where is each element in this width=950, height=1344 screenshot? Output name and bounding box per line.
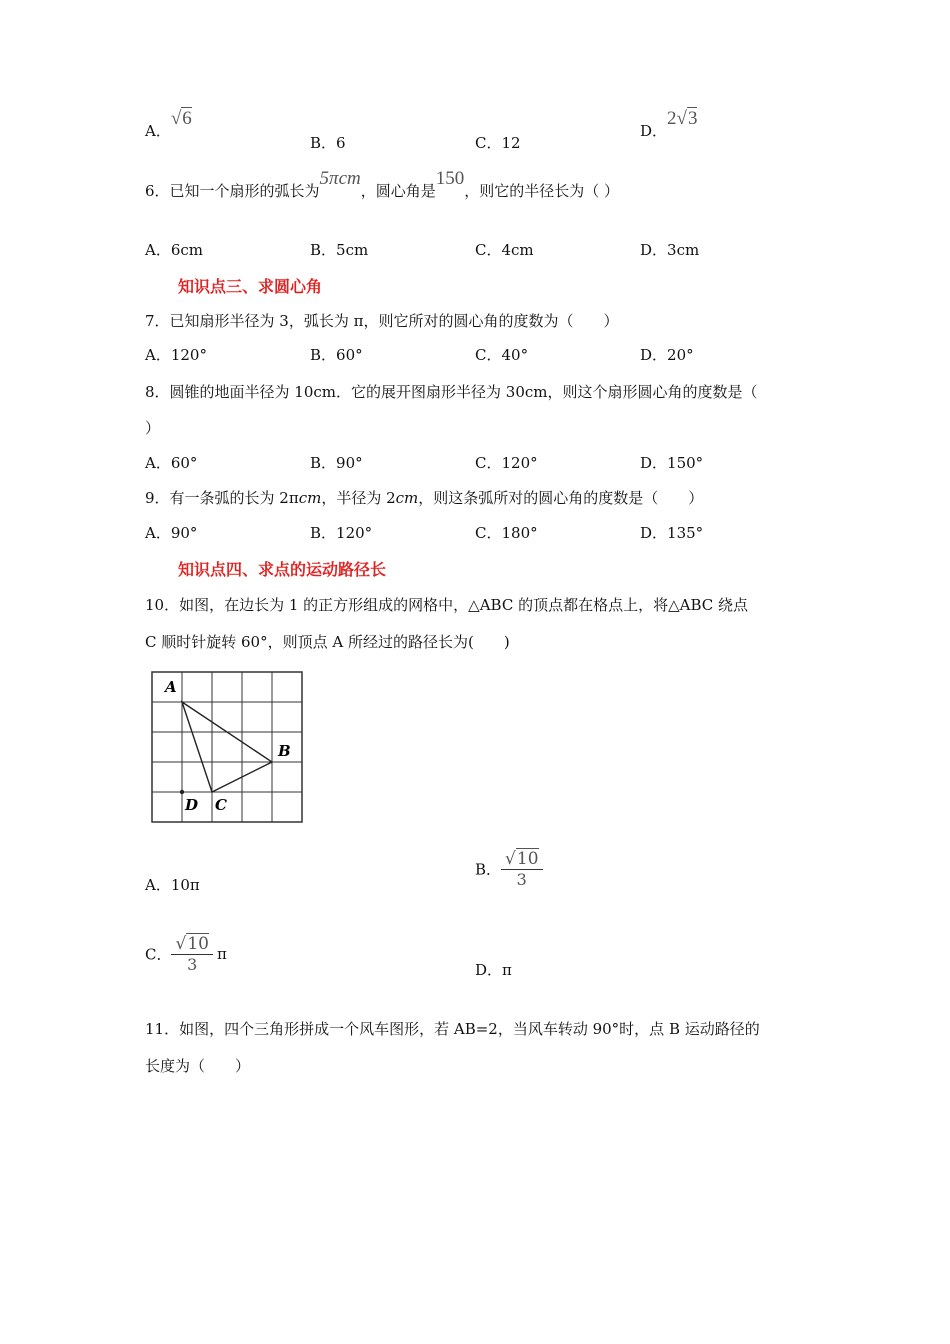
question-10-cont: C 顺时针旋转 60°，则顶点 A 所经过的路径长为( )	[145, 633, 510, 651]
q10-option-d: D．π	[475, 961, 512, 979]
grid-figure	[148, 668, 308, 828]
label-b: B	[278, 742, 291, 760]
question-7: 7．已知扇形半径为 3，弧长为 π，则它所对的圆心角的度数为（ ）	[145, 312, 619, 330]
q9-option-a: A．90°	[145, 524, 198, 542]
question-11-cont: 长度为（ ）	[145, 1057, 251, 1075]
question-10: 10．如图，在边长为 1 的正方形组成的网格中，△ABC 的顶点都在格点上，将△ABC 绕点	[145, 596, 748, 614]
section-heading-3: 知识点三、求圆心角	[178, 277, 323, 296]
q6-option-b: B．5cm	[310, 241, 369, 259]
label-c: C	[215, 796, 227, 814]
q10-option-b: B． $\frac{√10}{3}$	[475, 849, 543, 889]
q6-option-c: C．4cm	[475, 241, 534, 259]
q6-option-a: A．6cm	[145, 241, 204, 259]
q8-option-d: D．150°	[640, 454, 704, 472]
question-8-cont: ）	[145, 419, 161, 437]
label-a: A	[165, 678, 177, 696]
q5-option-d: D．2√3	[640, 108, 698, 140]
section-heading-4: 知识点四、求点的运动路径长	[178, 560, 387, 579]
q8-option-a: A．60°	[145, 454, 198, 472]
question-11: 11．如图，四个三角形拼成一个风车图形，若 AB=2，当风车转动 90°时，点 B 运动路径的	[145, 1020, 760, 1038]
q8-option-b: B．90°	[310, 454, 363, 472]
q7-option-b: B．60°	[310, 346, 363, 364]
q9-option-d: D．135°	[640, 524, 704, 542]
label-d: D	[185, 796, 199, 814]
q5-option-a: A．√6	[145, 108, 192, 140]
q7-option-c: C．40°	[475, 346, 529, 364]
q9-option-c: C．180°	[475, 524, 538, 542]
q7-option-a: A．120°	[145, 346, 207, 364]
q9-option-b: B．120°	[310, 524, 373, 542]
question-8: 8．圆锥的地面半径为 10cm．它的展开图扇形半径为 30cm，则这个扇形圆心角的度数是（	[145, 383, 758, 401]
point-d	[180, 790, 184, 794]
q5-option-b: B．6	[310, 134, 346, 152]
triangle-abc	[182, 702, 272, 792]
q10-option-c: C． $\frac{√10}{3}$ π	[145, 934, 227, 974]
q6-option-d: D．3cm	[640, 241, 700, 259]
q8-option-c: C．120°	[475, 454, 538, 472]
q7-option-d: D．20°	[640, 346, 694, 364]
q10-option-a: A．10π	[145, 876, 200, 894]
q5-option-c: C．12	[475, 134, 521, 152]
question-9: 9．有一条弧的长为 2πcm，半径为 2cm，则这条弧所对的圆心角的度数是（ ）	[145, 489, 704, 507]
question-6: 6．已知一个扇形的弧长为5πcm，圆心角是150，则它的半径长为（ ）	[145, 168, 620, 200]
